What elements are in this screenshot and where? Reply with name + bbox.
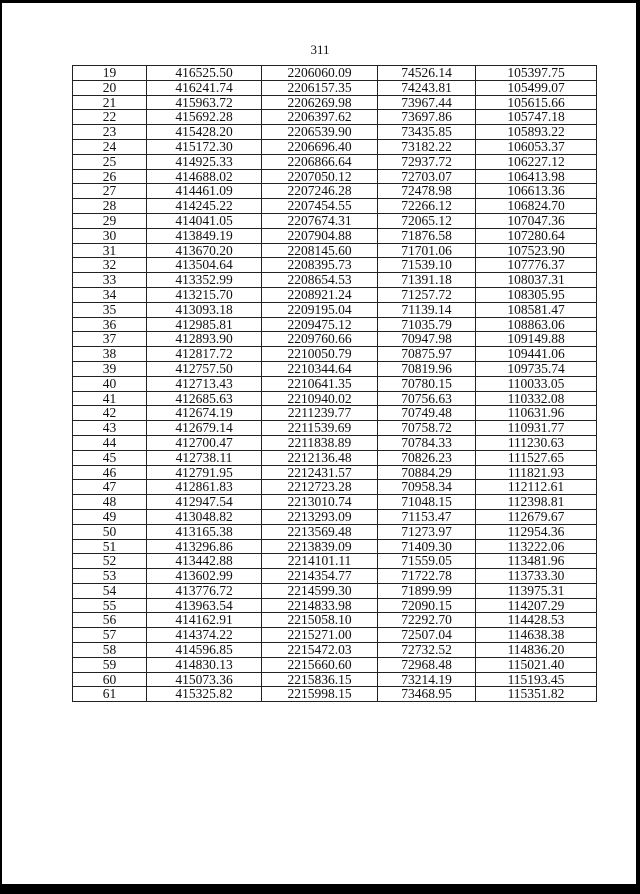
value-cell-2: 2214833.98	[262, 598, 378, 613]
value-cell-2: 2210050.79	[262, 347, 378, 362]
value-cell-3: 70758.72	[378, 421, 476, 436]
point-number-cell: 40	[73, 376, 147, 391]
value-cell-4: 106824.70	[476, 199, 597, 214]
value-cell-3: 71701.06	[378, 243, 476, 258]
point-number-cell: 53	[73, 569, 147, 584]
value-cell-3: 74526.14	[378, 66, 476, 81]
value-cell-4: 111821.93	[476, 465, 597, 480]
value-cell-1: 412817.72	[147, 347, 262, 362]
value-cell-3: 72968.48	[378, 657, 476, 672]
point-number-cell: 51	[73, 539, 147, 554]
value-cell-3: 71899.99	[378, 583, 476, 598]
value-cell-3: 70784.33	[378, 435, 476, 450]
value-cell-2: 2207674.31	[262, 213, 378, 228]
table-row	[73, 95, 597, 110]
value-cell-2: 2206269.98	[262, 95, 378, 110]
point-number-cell: 43	[73, 421, 147, 436]
value-cell-2: 2215660.60	[262, 657, 378, 672]
table-row	[73, 509, 597, 524]
point-number-cell: 60	[73, 672, 147, 687]
point-number-cell: 45	[73, 450, 147, 465]
value-cell-4: 105893.22	[476, 125, 597, 140]
value-cell-4: 114207.29	[476, 598, 597, 613]
value-cell-4: 111527.65	[476, 450, 597, 465]
value-cell-4: 115351.82	[476, 687, 597, 702]
table-row	[73, 361, 597, 376]
value-cell-3: 70749.48	[378, 406, 476, 421]
point-number-cell: 37	[73, 332, 147, 347]
point-number-cell: 46	[73, 465, 147, 480]
point-number-cell: 35	[73, 302, 147, 317]
table-row	[73, 391, 597, 406]
table-row	[73, 199, 597, 214]
point-number-cell: 49	[73, 509, 147, 524]
value-cell-2: 2209195.04	[262, 302, 378, 317]
value-cell-1: 412713.43	[147, 376, 262, 391]
table-row	[73, 672, 597, 687]
value-cell-1: 415073.36	[147, 672, 262, 687]
table-row	[73, 243, 597, 258]
value-cell-4: 112398.81	[476, 495, 597, 510]
value-cell-3: 71257.72	[378, 287, 476, 302]
value-cell-3: 74243.81	[378, 80, 476, 95]
value-cell-3: 72065.12	[378, 213, 476, 228]
table-row	[73, 480, 597, 495]
table-row	[73, 465, 597, 480]
value-cell-3: 73967.44	[378, 95, 476, 110]
value-cell-1: 413849.19	[147, 228, 262, 243]
value-cell-4: 106053.37	[476, 139, 597, 154]
point-number-cell: 31	[73, 243, 147, 258]
value-cell-4: 105615.66	[476, 95, 597, 110]
point-number-cell: 21	[73, 95, 147, 110]
value-cell-1: 413670.20	[147, 243, 262, 258]
value-cell-2: 2207904.88	[262, 228, 378, 243]
value-cell-4: 110033.05	[476, 376, 597, 391]
table-row	[73, 569, 597, 584]
point-number-cell: 54	[73, 583, 147, 598]
point-number-cell: 28	[73, 199, 147, 214]
table-body	[73, 66, 597, 702]
value-cell-4: 110931.77	[476, 421, 597, 436]
value-cell-4: 113733.30	[476, 569, 597, 584]
value-cell-4: 108581.47	[476, 302, 597, 317]
point-number-cell: 33	[73, 273, 147, 288]
value-cell-1: 412674.19	[147, 406, 262, 421]
value-cell-1: 415963.72	[147, 95, 262, 110]
point-number-cell: 55	[73, 598, 147, 613]
point-number-cell: 23	[73, 125, 147, 140]
value-cell-1: 415325.82	[147, 687, 262, 702]
table-row	[73, 273, 597, 288]
value-cell-4: 108863.06	[476, 317, 597, 332]
table-row	[73, 66, 597, 81]
page-number: 311	[310, 42, 330, 57]
value-cell-3: 70947.98	[378, 332, 476, 347]
value-cell-3: 73214.19	[378, 672, 476, 687]
value-cell-2: 2215271.00	[262, 628, 378, 643]
value-cell-2: 2214599.30	[262, 583, 378, 598]
value-cell-4: 108037.31	[476, 273, 597, 288]
value-cell-3: 72266.12	[378, 199, 476, 214]
value-cell-3: 73468.95	[378, 687, 476, 702]
value-cell-3: 72292.70	[378, 613, 476, 628]
value-cell-3: 70958.34	[378, 480, 476, 495]
value-cell-4: 113481.96	[476, 554, 597, 569]
table-row	[73, 213, 597, 228]
table-row	[73, 628, 597, 643]
value-cell-2: 2206539.90	[262, 125, 378, 140]
value-cell-2: 2213010.74	[262, 495, 378, 510]
point-number-cell: 59	[73, 657, 147, 672]
value-cell-2: 2207454.55	[262, 199, 378, 214]
value-cell-4: 108305.95	[476, 287, 597, 302]
value-cell-1: 416241.74	[147, 80, 262, 95]
point-number-cell: 29	[73, 213, 147, 228]
value-cell-4: 109735.74	[476, 361, 597, 376]
value-cell-2: 2213293.09	[262, 509, 378, 524]
value-cell-2: 2207050.12	[262, 169, 378, 184]
value-cell-1: 412757.50	[147, 361, 262, 376]
point-number-cell: 41	[73, 391, 147, 406]
value-cell-2: 2210344.64	[262, 361, 378, 376]
scan-border-left	[0, 0, 2, 894]
table-row	[73, 302, 597, 317]
value-cell-1: 415692.28	[147, 110, 262, 125]
table-row	[73, 169, 597, 184]
value-cell-2: 2214354.77	[262, 569, 378, 584]
value-cell-1: 415428.20	[147, 125, 262, 140]
value-cell-2: 2206157.35	[262, 80, 378, 95]
value-cell-1: 413776.72	[147, 583, 262, 598]
value-cell-3: 73435.85	[378, 125, 476, 140]
value-cell-1: 412893.90	[147, 332, 262, 347]
value-cell-4: 115193.45	[476, 672, 597, 687]
value-cell-2: 2214101.11	[262, 554, 378, 569]
value-cell-2: 2208654.53	[262, 273, 378, 288]
value-cell-4: 112679.67	[476, 509, 597, 524]
point-number-cell: 22	[73, 110, 147, 125]
value-cell-4: 109441.06	[476, 347, 597, 362]
table-row	[73, 524, 597, 539]
table-row	[73, 598, 597, 613]
value-cell-3: 73182.22	[378, 139, 476, 154]
point-number-cell: 36	[73, 317, 147, 332]
value-cell-3: 71876.58	[378, 228, 476, 243]
value-cell-4: 106613.36	[476, 184, 597, 199]
value-cell-3: 70819.96	[378, 361, 476, 376]
value-cell-4: 107047.36	[476, 213, 597, 228]
value-cell-1: 416525.50	[147, 66, 262, 81]
point-number-cell: 50	[73, 524, 147, 539]
table-row	[73, 539, 597, 554]
value-cell-3: 72478.98	[378, 184, 476, 199]
value-cell-2: 2211539.69	[262, 421, 378, 436]
point-number-cell: 34	[73, 287, 147, 302]
value-cell-2: 2215998.15	[262, 687, 378, 702]
value-cell-4: 107280.64	[476, 228, 597, 243]
value-cell-1: 412947.54	[147, 495, 262, 510]
table-row	[73, 287, 597, 302]
point-number-cell: 58	[73, 643, 147, 658]
coordinate-table	[72, 65, 597, 702]
value-cell-3: 70884.29	[378, 465, 476, 480]
value-cell-3: 71409.30	[378, 539, 476, 554]
point-number-cell: 30	[73, 228, 147, 243]
value-cell-1: 413048.82	[147, 509, 262, 524]
value-cell-4: 115021.40	[476, 657, 597, 672]
value-cell-4: 112954.36	[476, 524, 597, 539]
value-cell-2: 2212431.57	[262, 465, 378, 480]
table-row	[73, 583, 597, 598]
table-row	[73, 228, 597, 243]
value-cell-3: 71391.18	[378, 273, 476, 288]
table-row	[73, 643, 597, 658]
value-cell-4: 105747.18	[476, 110, 597, 125]
point-number-cell: 27	[73, 184, 147, 199]
value-cell-3: 71153.47	[378, 509, 476, 524]
scan-border-top	[0, 0, 640, 3]
value-cell-2: 2206696.40	[262, 139, 378, 154]
value-cell-2: 2211239.77	[262, 406, 378, 421]
value-cell-2: 2209475.12	[262, 317, 378, 332]
value-cell-4: 106227.12	[476, 154, 597, 169]
value-cell-2: 2215836.15	[262, 672, 378, 687]
value-cell-1: 414925.33	[147, 154, 262, 169]
value-cell-3: 71273.97	[378, 524, 476, 539]
value-cell-1: 412700.47	[147, 435, 262, 450]
value-cell-1: 414688.02	[147, 169, 262, 184]
value-cell-1: 412685.63	[147, 391, 262, 406]
value-cell-4: 110631.96	[476, 406, 597, 421]
table-row	[73, 406, 597, 421]
value-cell-3: 72732.52	[378, 643, 476, 658]
value-cell-1: 413165.38	[147, 524, 262, 539]
value-cell-1: 414461.09	[147, 184, 262, 199]
point-number-cell: 26	[73, 169, 147, 184]
value-cell-4: 106413.98	[476, 169, 597, 184]
value-cell-1: 412861.83	[147, 480, 262, 495]
point-number-cell: 47	[73, 480, 147, 495]
value-cell-2: 2215058.10	[262, 613, 378, 628]
value-cell-1: 413963.54	[147, 598, 262, 613]
value-cell-3: 73697.86	[378, 110, 476, 125]
value-cell-3: 71539.10	[378, 258, 476, 273]
value-cell-2: 2215472.03	[262, 643, 378, 658]
value-cell-1: 413093.18	[147, 302, 262, 317]
value-cell-2: 2206866.64	[262, 154, 378, 169]
value-cell-1: 412791.95	[147, 465, 262, 480]
value-cell-3: 71048.15	[378, 495, 476, 510]
value-cell-4: 114638.38	[476, 628, 597, 643]
table-row	[73, 110, 597, 125]
value-cell-1: 414374.22	[147, 628, 262, 643]
value-cell-2: 2211838.89	[262, 435, 378, 450]
value-cell-1: 414596.85	[147, 643, 262, 658]
value-cell-4: 110332.08	[476, 391, 597, 406]
scan-border-right	[636, 0, 640, 894]
value-cell-4: 114428.53	[476, 613, 597, 628]
value-cell-2: 2206060.09	[262, 66, 378, 81]
value-cell-4: 105499.07	[476, 80, 597, 95]
value-cell-2: 2208921.24	[262, 287, 378, 302]
value-cell-3: 70756.63	[378, 391, 476, 406]
table-row	[73, 258, 597, 273]
table-row	[73, 376, 597, 391]
table-row	[73, 80, 597, 95]
value-cell-3: 71139.14	[378, 302, 476, 317]
table-row	[73, 435, 597, 450]
table-row	[73, 450, 597, 465]
point-number-cell: 61	[73, 687, 147, 702]
value-cell-1: 412679.14	[147, 421, 262, 436]
value-cell-4: 111230.63	[476, 435, 597, 450]
value-cell-1: 413215.70	[147, 287, 262, 302]
value-cell-1: 413504.64	[147, 258, 262, 273]
point-number-cell: 24	[73, 139, 147, 154]
value-cell-1: 413296.86	[147, 539, 262, 554]
value-cell-4: 112112.61	[476, 480, 597, 495]
value-cell-2: 2212723.28	[262, 480, 378, 495]
point-number-cell: 32	[73, 258, 147, 273]
value-cell-1: 414830.13	[147, 657, 262, 672]
table-row	[73, 317, 597, 332]
value-cell-3: 70780.15	[378, 376, 476, 391]
value-cell-2: 2210641.35	[262, 376, 378, 391]
value-cell-3: 72937.72	[378, 154, 476, 169]
value-cell-2: 2210940.02	[262, 391, 378, 406]
value-cell-1: 415172.30	[147, 139, 262, 154]
value-cell-1: 412985.81	[147, 317, 262, 332]
point-number-cell: 39	[73, 361, 147, 376]
table-row	[73, 554, 597, 569]
table-row	[73, 184, 597, 199]
table-row	[73, 139, 597, 154]
value-cell-2: 2206397.62	[262, 110, 378, 125]
value-cell-4: 107776.37	[476, 258, 597, 273]
table-row	[73, 657, 597, 672]
point-number-cell: 20	[73, 80, 147, 95]
value-cell-4: 113222.06	[476, 539, 597, 554]
value-cell-2: 2208145.60	[262, 243, 378, 258]
point-number-cell: 42	[73, 406, 147, 421]
value-cell-4: 113975.31	[476, 583, 597, 598]
value-cell-3: 71722.78	[378, 569, 476, 584]
value-cell-4: 105397.75	[476, 66, 597, 81]
value-cell-1: 413442.88	[147, 554, 262, 569]
value-cell-3: 71559.05	[378, 554, 476, 569]
value-cell-3: 72090.15	[378, 598, 476, 613]
table-row	[73, 125, 597, 140]
point-number-cell: 57	[73, 628, 147, 643]
point-number-cell: 44	[73, 435, 147, 450]
table-row	[73, 347, 597, 362]
point-number-cell: 52	[73, 554, 147, 569]
table-row	[73, 154, 597, 169]
value-cell-1: 414041.05	[147, 213, 262, 228]
table-row	[73, 421, 597, 436]
table-row	[73, 495, 597, 510]
point-number-cell: 38	[73, 347, 147, 362]
value-cell-1: 414245.22	[147, 199, 262, 214]
value-cell-4: 109149.88	[476, 332, 597, 347]
table-row	[73, 687, 597, 702]
value-cell-3: 72703.07	[378, 169, 476, 184]
value-cell-3: 70875.97	[378, 347, 476, 362]
value-cell-1: 414162.91	[147, 613, 262, 628]
value-cell-2: 2208395.73	[262, 258, 378, 273]
value-cell-2: 2212136.48	[262, 450, 378, 465]
value-cell-1: 413352.99	[147, 273, 262, 288]
scan-border-bottom	[0, 884, 640, 894]
point-number-cell: 56	[73, 613, 147, 628]
value-cell-2: 2209760.66	[262, 332, 378, 347]
table-row	[73, 613, 597, 628]
value-cell-2: 2207246.28	[262, 184, 378, 199]
point-number-cell: 19	[73, 66, 147, 81]
value-cell-2: 2213839.09	[262, 539, 378, 554]
point-number-cell: 25	[73, 154, 147, 169]
value-cell-3: 71035.79	[378, 317, 476, 332]
value-cell-3: 72507.04	[378, 628, 476, 643]
table-row	[73, 332, 597, 347]
value-cell-3: 70826.23	[378, 450, 476, 465]
value-cell-1: 412738.11	[147, 450, 262, 465]
value-cell-4: 114836.20	[476, 643, 597, 658]
value-cell-2: 2213569.48	[262, 524, 378, 539]
value-cell-1: 413602.99	[147, 569, 262, 584]
value-cell-4: 107523.90	[476, 243, 597, 258]
point-number-cell: 48	[73, 495, 147, 510]
